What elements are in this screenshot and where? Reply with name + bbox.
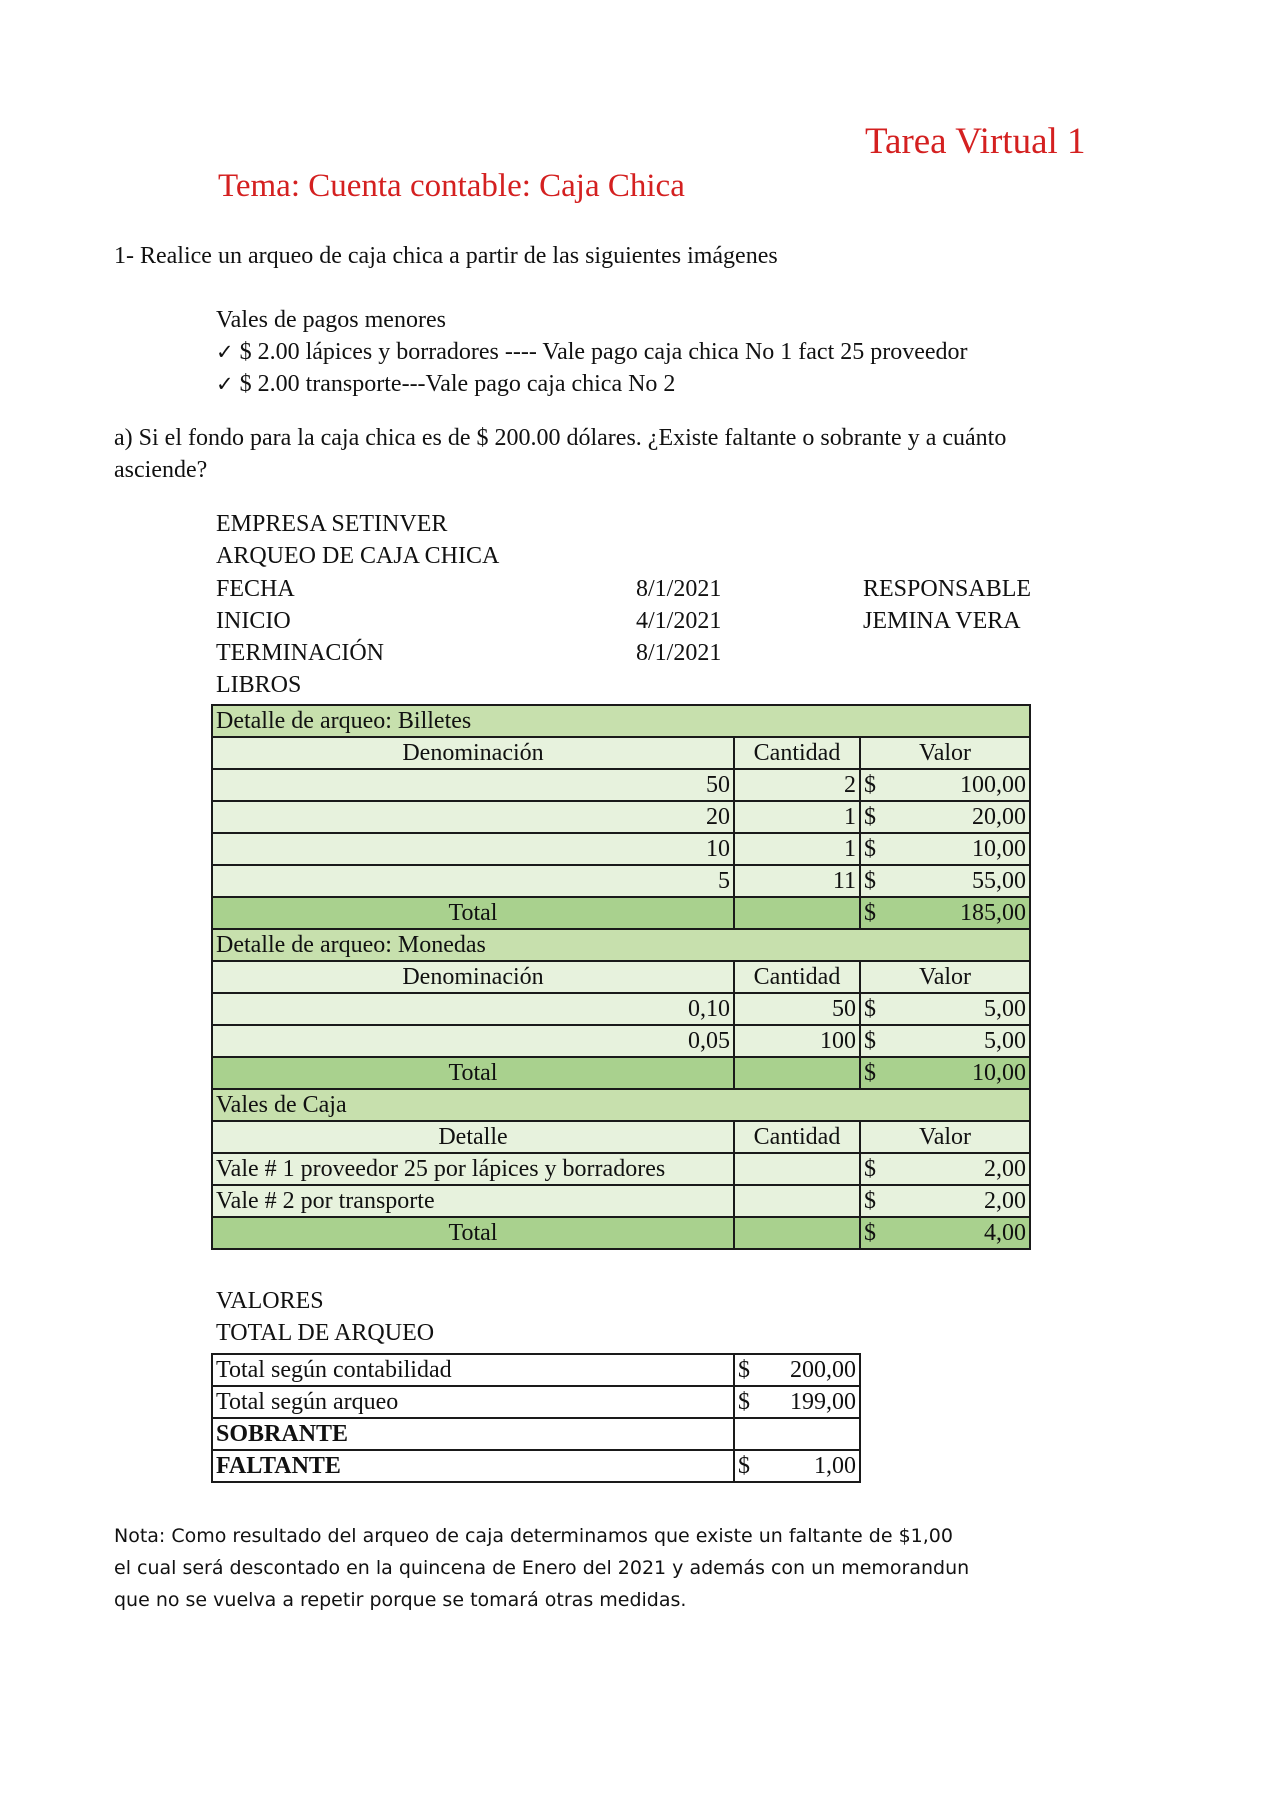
nota-line-3: que no se vuelva a repetir porque se tomará otras medidas. — [114, 1589, 687, 1611]
summary-value: 200,00 — [790, 1357, 856, 1383]
denominacion-cell: 50 — [212, 769, 734, 801]
table-row — [212, 993, 1030, 1025]
empty-cell — [734, 1217, 860, 1249]
table-row — [212, 833, 1030, 865]
question-a-line2: asciende? — [114, 457, 208, 483]
terminacion-value: 8/1/2021 — [636, 640, 722, 666]
denominacion-cell: 5 — [212, 865, 734, 897]
total-arqueo-label: TOTAL DE ARQUEO — [216, 1320, 435, 1346]
nota-line-2: el cual será descontado en la quincena de Enero del 2021 y además con un memorandun — [114, 1557, 970, 1579]
faltante-value: 1,00 — [814, 1453, 856, 1479]
total-label: Total — [212, 897, 734, 929]
monedas-col-denominacion: Denominación — [212, 961, 734, 993]
valor-cell: 10,00 — [972, 836, 1027, 862]
total-label: Total — [212, 1217, 734, 1249]
currency-symbol: $ — [864, 868, 876, 894]
valor-cell: 55,00 — [972, 868, 1027, 894]
currency-symbol: $ — [864, 772, 876, 798]
denominacion-cell: 0,10 — [212, 993, 734, 1025]
empty-cell — [734, 897, 860, 929]
currency-symbol: $ — [864, 1220, 876, 1246]
vales-col-cantidad: Cantidad — [734, 1121, 860, 1153]
arqueo-label: ARQUEO DE CAJA CHICA — [216, 543, 500, 569]
billetes-total-row — [212, 897, 1030, 929]
terminacion-label: TERMINACIÓN — [216, 640, 384, 666]
empresa-label: EMPRESA SETINVER — [216, 511, 448, 537]
billetes-col-valor: Valor — [860, 737, 1030, 769]
table-row — [212, 769, 1030, 801]
question-a-line1: a) Si el fondo para la caja chica es de $ 200.00 dólares. ¿Existe faltante o sobrante y a cuánto — [114, 425, 1007, 451]
currency-symbol: $ — [864, 836, 876, 862]
document-subtitle: Tema: Cuenta contable: Caja Chica — [218, 168, 685, 204]
faltante-label: FALTANTE — [212, 1450, 734, 1482]
table-row — [212, 801, 1030, 833]
currency-symbol: $ — [864, 900, 876, 926]
table-row — [212, 865, 1030, 897]
cantidad-cell: 11 — [734, 865, 860, 897]
vales-caja-section-title: Vales de Caja — [212, 1089, 1030, 1121]
currency-symbol: $ — [738, 1357, 750, 1383]
currency-symbol: $ — [864, 1060, 876, 1086]
vales-col-valor: Valor — [860, 1121, 1030, 1153]
valor-cell: 100,00 — [960, 772, 1027, 798]
vales-total-row — [212, 1217, 1030, 1249]
total-value: 185,00 — [960, 900, 1027, 926]
billetes-col-cantidad: Cantidad — [734, 737, 860, 769]
currency-symbol: $ — [864, 1028, 876, 1054]
monedas-col-cantidad: Cantidad — [734, 961, 860, 993]
inicio-value: 4/1/2021 — [636, 608, 722, 634]
cantidad-cell: 1 — [734, 833, 860, 865]
vale-item-1 — [216, 339, 968, 366]
summary-value: 199,00 — [790, 1389, 856, 1415]
denominacion-cell: 0,05 — [212, 1025, 734, 1057]
monedas-col-valor: Valor — [860, 961, 1030, 993]
valores-label: VALORES — [216, 1288, 324, 1314]
total-value: 4,00 — [984, 1220, 1027, 1246]
cantidad-cell: 100 — [734, 1025, 860, 1057]
sobrante-label: SOBRANTE — [212, 1418, 734, 1450]
currency-symbol: $ — [864, 1188, 876, 1214]
valor-cell: 5,00 — [984, 996, 1027, 1022]
valor-cell: 2,00 — [984, 1156, 1027, 1182]
table-row — [212, 1185, 1030, 1217]
currency-symbol: $ — [864, 804, 876, 830]
table-row — [212, 1025, 1030, 1057]
table-row — [212, 1386, 860, 1418]
vale-detalle-cell: Vale # 1 proveedor 25 por lápices y borradores — [212, 1153, 734, 1185]
responsable-value: JEMINA VERA — [863, 608, 1021, 634]
currency-symbol: $ — [864, 1156, 876, 1182]
check-icon: ✓ — [216, 372, 234, 396]
valor-cell: 20,00 — [972, 804, 1027, 830]
valor-cell: 5,00 — [984, 1028, 1027, 1054]
vales-heading: Vales de pagos menores — [216, 307, 446, 333]
table-row — [212, 1418, 860, 1450]
fecha-value: 8/1/2021 — [636, 576, 722, 602]
responsable-label: RESPONSABLE — [863, 576, 1032, 602]
empty-cell — [734, 1185, 860, 1217]
vale-item-2-text: $ 2.00 transporte---Vale pago caja chica No 2 — [239, 371, 676, 397]
billetes-section-title: Detalle de arqueo: Billetes — [212, 705, 1030, 737]
document-title: Tarea Virtual 1 — [865, 121, 1086, 162]
denominacion-cell: 20 — [212, 801, 734, 833]
empty-cell — [734, 1057, 860, 1089]
empty-cell — [734, 1153, 860, 1185]
cantidad-cell: 50 — [734, 993, 860, 1025]
vale-detalle-cell: Vale # 2 por transporte — [212, 1185, 734, 1217]
inicio-label: INICIO — [216, 608, 291, 634]
sobrante-value — [734, 1418, 860, 1450]
check-icon: ✓ — [216, 340, 234, 364]
currency-symbol: $ — [738, 1389, 750, 1415]
libros-label: LIBROS — [216, 672, 302, 698]
summary-label: Total según arqueo — [212, 1386, 734, 1418]
cantidad-cell: 2 — [734, 769, 860, 801]
question-1: 1- Realice un arqueo de caja chica a partir de las siguientes imágenes — [114, 243, 778, 269]
vale-item-2 — [216, 371, 675, 398]
monedas-section-title: Detalle de arqueo: Monedas — [212, 929, 1030, 961]
summary-label: Total según contabilidad — [212, 1354, 734, 1386]
monedas-total-row — [212, 1057, 1030, 1089]
billetes-col-denominacion: Denominación — [212, 737, 734, 769]
cantidad-cell: 1 — [734, 801, 860, 833]
summary-table — [211, 1353, 861, 1483]
vales-col-detalle: Detalle — [212, 1121, 734, 1153]
total-label: Total — [212, 1057, 734, 1089]
vale-item-1-text: $ 2.00 lápices y borradores ---- Vale pago caja chica No 1 fact 25 proveedor — [239, 339, 968, 365]
table-row — [212, 1354, 860, 1386]
total-value: 10,00 — [972, 1060, 1027, 1086]
table-row — [212, 1153, 1030, 1185]
currency-symbol: $ — [864, 996, 876, 1022]
fecha-label: FECHA — [216, 576, 295, 602]
arqueo-table — [211, 704, 1031, 1250]
denominacion-cell: 10 — [212, 833, 734, 865]
table-row — [212, 1450, 860, 1482]
nota-line-1: Nota: Como resultado del arqueo de caja determinamos que existe un faltante de $1,00 — [114, 1525, 953, 1547]
currency-symbol: $ — [738, 1453, 750, 1479]
valor-cell: 2,00 — [984, 1188, 1027, 1214]
